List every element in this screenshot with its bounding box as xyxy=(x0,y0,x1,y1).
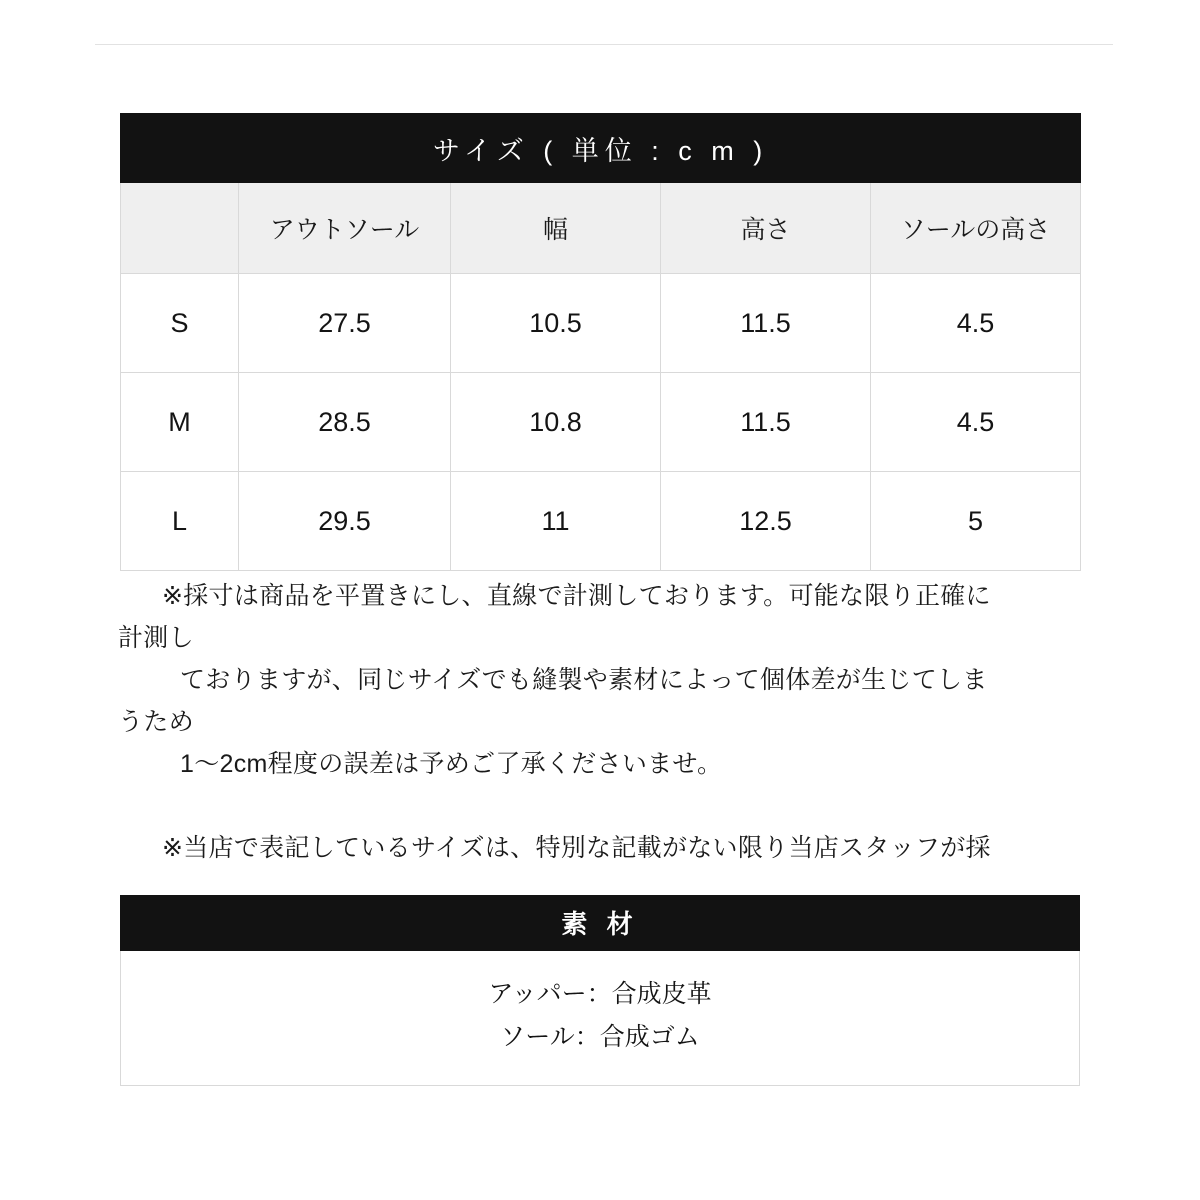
size-table xyxy=(120,113,1081,571)
top-divider xyxy=(95,44,1113,45)
note-line-3: ておりますが、同じサイズでも縫製や素材によって個体差が生じてしま xyxy=(180,666,988,694)
size-table-title-row xyxy=(121,114,1081,183)
material-table-container xyxy=(120,895,1080,1086)
size-l-width: 11 xyxy=(451,472,661,571)
material-upper: アッパー：合成皮革 xyxy=(488,980,712,1008)
material-sole: ソール：合成ゴム xyxy=(500,1023,700,1051)
size-table-col-width: 幅 xyxy=(451,183,661,274)
size-table-col-outsole: アウトソール xyxy=(239,183,451,274)
size-m-outsole: 28.5 xyxy=(239,373,451,472)
material-table-body xyxy=(120,951,1080,1086)
table-row xyxy=(121,373,1081,472)
note-line-6: ※当店で表記しているサイズは、特別な記載がない限り当店スタッフが採 xyxy=(162,834,991,862)
size-row-label-s: S xyxy=(121,274,239,373)
note-line-2: 計測し xyxy=(118,624,194,652)
size-m-width: 10.8 xyxy=(451,373,661,472)
measurement-notes xyxy=(118,575,1080,869)
size-l-height: 12.5 xyxy=(661,472,871,571)
note-line-1: ※採寸は商品を平置きにし、直線で計測しております。可能な限り正確に xyxy=(162,582,991,610)
size-s-height: 11.5 xyxy=(661,274,871,373)
material-table-title: 素 材 xyxy=(120,895,1080,951)
size-s-sole-height: 4.5 xyxy=(871,274,1081,373)
size-row-label-l: L xyxy=(121,472,239,571)
size-table-corner-cell xyxy=(121,183,239,274)
note-spacer xyxy=(118,785,1080,827)
size-row-label-m: M xyxy=(121,373,239,472)
note-line-5: 1〜2cm程度の誤差は予めご了承くださいませ。 xyxy=(180,750,723,778)
size-table-col-sole-height: ソールの高さ xyxy=(871,183,1081,274)
size-m-sole-height: 4.5 xyxy=(871,373,1081,472)
size-s-outsole: 27.5 xyxy=(239,274,451,373)
size-l-outsole: 29.5 xyxy=(239,472,451,571)
size-table-container xyxy=(120,113,1080,571)
size-table-title: サイズ ( 単位 : c m ) xyxy=(121,114,1081,183)
note-line-4: うため xyxy=(118,708,194,736)
size-m-height: 11.5 xyxy=(661,373,871,472)
table-row xyxy=(121,472,1081,571)
size-s-width: 10.5 xyxy=(451,274,661,373)
table-row xyxy=(121,274,1081,373)
size-table-col-height: 高さ xyxy=(661,183,871,274)
size-l-sole-height: 5 xyxy=(871,472,1081,571)
size-table-header-row xyxy=(121,183,1081,274)
